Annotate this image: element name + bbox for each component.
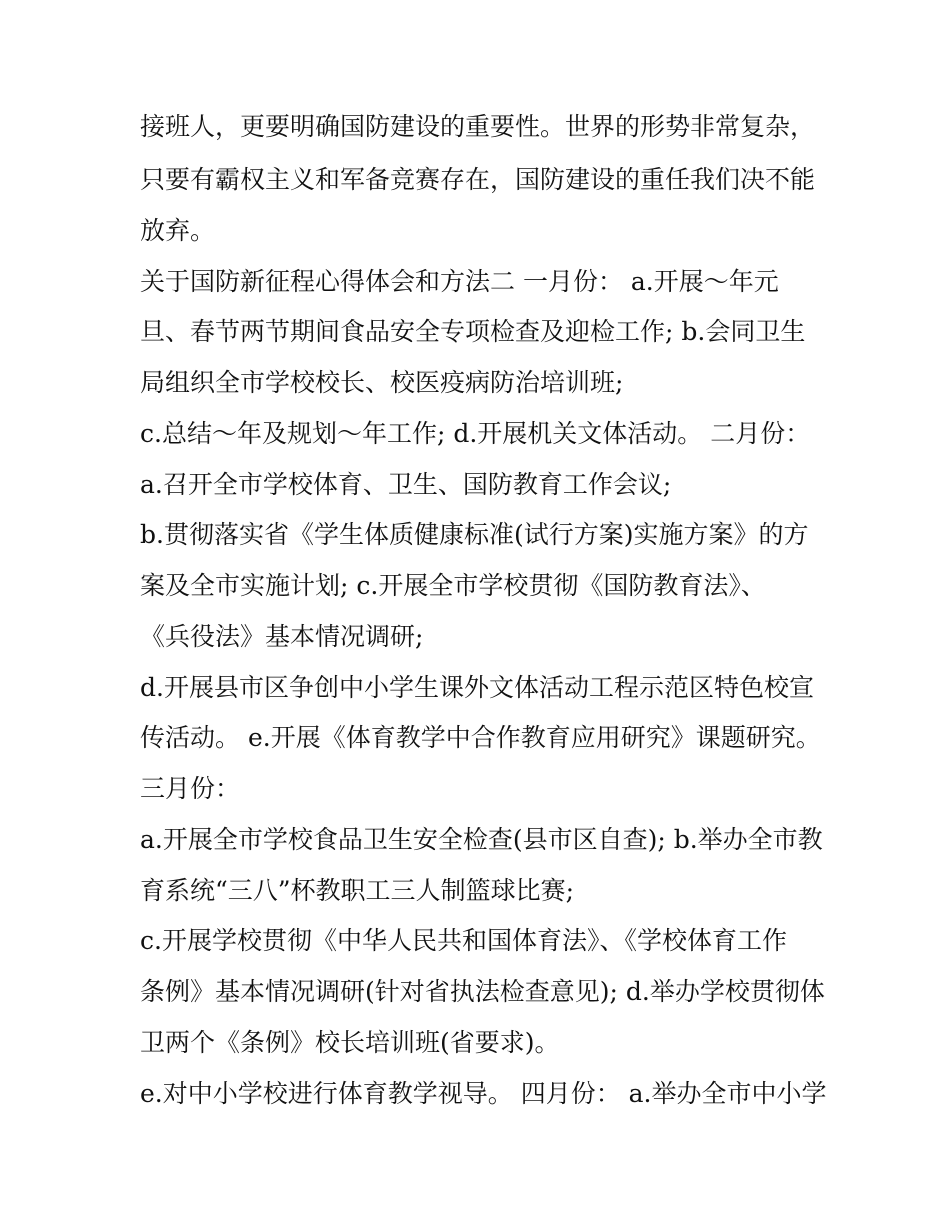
text-line-17: c.开展学校贯彻《中华人民共和国体育法》、《学校体育工作 — [140, 926, 787, 955]
text-line-9: b.贯彻落实省《学生体质健康标准(试行方案)实施方案》的方 — [140, 520, 809, 549]
text-line-6: 局组织全市学校校长、校医疫病防治培训班; — [140, 368, 624, 397]
text-line-18: 条例》基本情况调研(针对省执法检查意见); d.举办学校贯彻体 — [140, 977, 825, 1006]
text-line-14: 三月份： — [140, 774, 241, 803]
text-line-12: d.开展县市区争创中小学生课外文体活动工程示范区特色校宣 — [140, 673, 814, 702]
text-line-3: 放弃。 — [140, 216, 216, 245]
text-line-20: e.对中小学校进行体育教学视导。 四月份： a.举办全市中小学 — [140, 1079, 827, 1108]
text-line-19: 卫两个《条例》校长培训班(省要求)。 — [140, 1028, 560, 1057]
text-line-5: 旦、春节两节期间食品安全专项检查及迎检工作; b.会同卫生 — [140, 317, 806, 346]
text-line-1: 接班人，更要明确国防建设的重要性。世界的形势非常复杂， — [140, 112, 816, 141]
text-line-16: 育系统“三八”杯教职工三人制篮球比赛; — [140, 876, 574, 905]
text-line-2: 只要有霸权主义和军备竞赛存在，国防建设的重任我们决不能 — [140, 165, 816, 194]
text-line-13: 传活动。 e.开展《体育教学中合作教育应用研究》课题研究。 — [140, 723, 821, 752]
text-line-11: 《兵役法》基本情况调研; — [140, 622, 424, 651]
text-line-4: 关于国防新征程心得体会和方法二 一月份： a.开展～年元 — [140, 267, 779, 296]
text-line-8: a.召开全市学校体育、卫生、国防教育工作会议; — [140, 470, 672, 499]
text-line-7: c.总结～年及规划～年工作; d.开展机关文体活动。 二月份： — [140, 419, 811, 448]
text-line-15: a.开展全市学校食品卫生安全检查(县市区自查); b.举办全市教 — [140, 825, 823, 854]
text-line-10: 案及全市实施计划; c.开展全市学校贯彻《国防教育法》、 — [140, 571, 766, 600]
